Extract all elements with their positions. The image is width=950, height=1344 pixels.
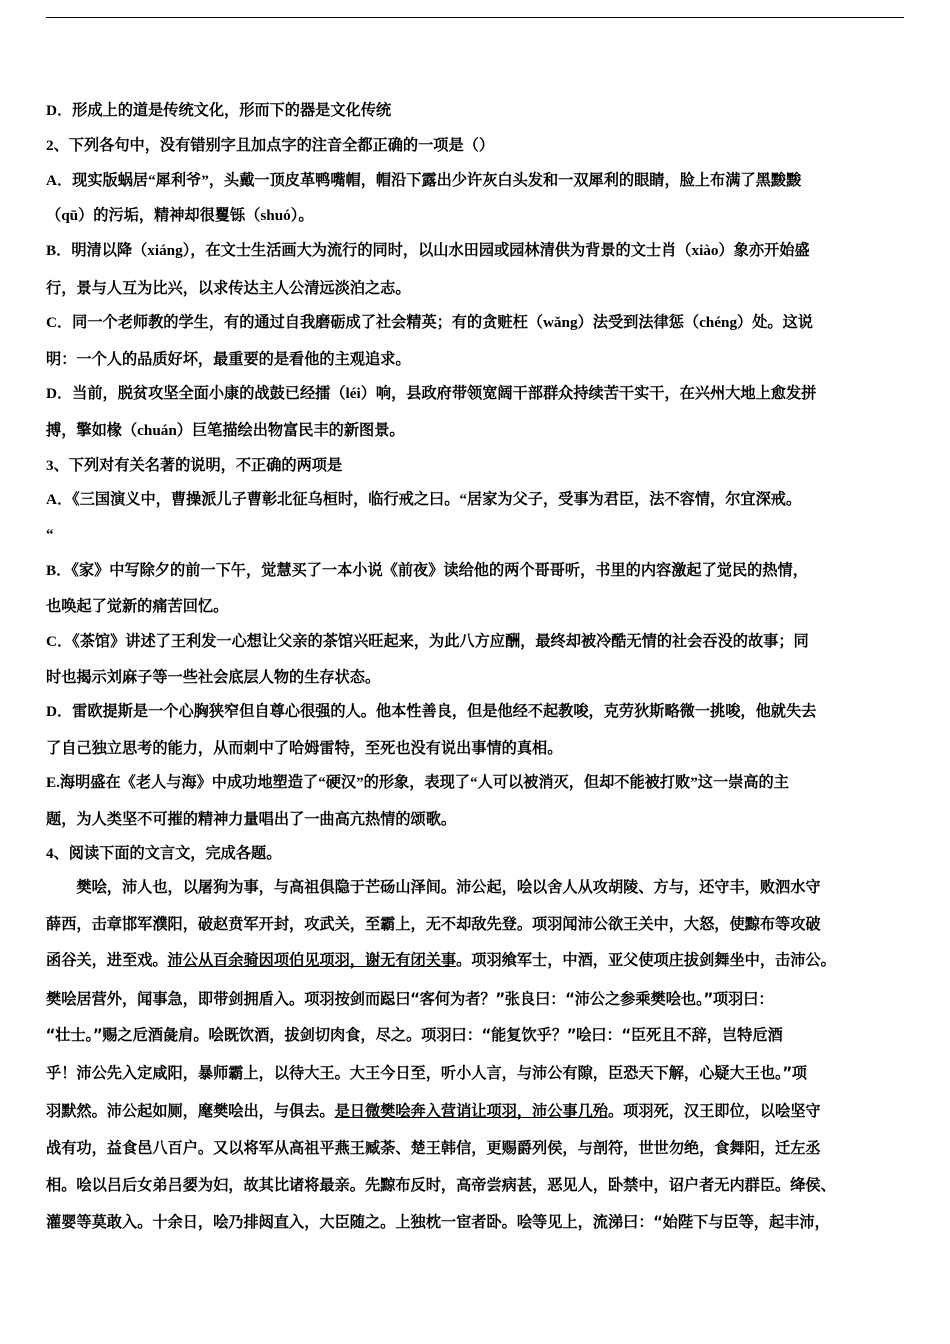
question-4-stem: 4、阅读下面的文言文，完成各题。 [46, 845, 282, 862]
classical-text-line [46, 950, 908, 970]
classical-text-line: 灌婴等莫敢入。十余日，哙乃排闼直入，大臣随之。上独枕一宦者卧。哙等见上，流涕曰：“始陛下与臣等，起丰沛， [46, 1213, 830, 1231]
question-2-stem: 2、下列各句中，没有错别字且加点字的注音全都正确的一项是（） [46, 137, 495, 154]
underlined-sentence: 沛公从百余骑因项伯见项羽，谢无有闭关事 [167, 951, 457, 969]
classical-text: 羽默然。沛公起如厕，麾樊哙出，与俱去。 [46, 1102, 335, 1120]
option-e: E.海明盛在《老人与海》中成功地塑造了“硬汉”的形象，表现了“人可以被消灭，但却不能被打败”这一崇高的主 [46, 774, 789, 791]
classical-text-line: 战有功，益食邑八百户。又以将军从高祖平燕王臧荼、楚王韩信，更赐爵列侯，与剖符，世世勿绝，食舞阳，迁左丞 [46, 1139, 821, 1157]
classical-text-line: 薛西，击章邯军濮阳，破赵贲军开封，攻武关，至霸上，无不却敌先登。项羽闻沛公欲王关中，大怒，使黥布等攻破 [46, 915, 821, 933]
classical-text: 。项羽死，汉王即位，以哙坚守 [607, 1102, 821, 1120]
classical-text: 。项羽飨军士，中酒，亚父使项庄拔剑舞坐中，击沛公。 [456, 951, 836, 969]
option-b: B．《家》中写除夕的前一下午，觉慧买了一本小说《前夜》读给他的两个哥哥听，书里的内容激起了觉民的热情， [46, 562, 808, 579]
text-line: （qū）的污垢，精神却很矍铄（shuó）。 [46, 207, 314, 224]
option-a: A．《三国演义中，曹操派儿子曹彰北征乌桓时，临行戒之曰。“居家为父子，受事为君臣，法不容情，尔宜深戒。 [46, 491, 802, 508]
text-line: 搏，擎如椽（chuán）巨笔描绘出物富民丰的新图景。 [46, 422, 405, 439]
header-rule [46, 17, 904, 18]
text-line: 时也揭示刘麻子等一些社会底层人物的生存状态。 [46, 669, 381, 686]
text-line: “ [46, 526, 54, 543]
option-d: D．雷欧提斯是一个心胸狭窄但自尊心很强的人。他本性善良，但是他经不起教唆，克劳狄斯略微一挑唆，他就失去 [46, 703, 817, 720]
text-line: 了自己独立思考的能力，从而刺中了哈姆雷特，至死也没有说出事情的真相。 [46, 740, 563, 757]
classical-text: 函谷关，进至戏。 [46, 951, 168, 969]
classical-text-line: 樊哙居营外，闻事急，即带剑拥盾入。项羽按剑而跽曰“客何为者？”张良曰：“沛公之参乘樊哙也。”项羽曰： [46, 990, 774, 1008]
underlined-sentence: 是日微樊哙奔入营诮让项羽，沛公事几殆 [334, 1102, 608, 1120]
classical-text-line: 樊哙，沛人也，以屠狗为事，与高祖俱隐于芒砀山泽间。沛公起，哙以舍人从攻胡陵、方与，还守丰，败泗水守 [46, 878, 821, 896]
text-line: 也唤起了觉新的痛苦回忆。 [46, 598, 229, 615]
option-a: A．现实版蜗居“犀利爷”，头戴一顶皮革鸭嘴帽，帽沿下露出少许灰白头发和一双犀利的眼睛，脸上布满了黑黢黢 [46, 172, 802, 189]
classical-text-line [46, 1101, 908, 1121]
classical-text-line: 乎！沛公先入定咸阳，暴师霸上，以待大王。大王今日至，听小人言，与沛公有隙，臣恐天下解，心疑大王也。”项 [46, 1064, 807, 1082]
question-3-stem: 3、下列对有关名著的说明，不正确的两项是 [46, 457, 343, 474]
option-c: C．《茶馆》讲述了王利发一心想让父亲的茶馆兴旺起来，为此八方应酬，最终却被冷酷无情的社会吞没的故事；同 [46, 633, 809, 650]
text-line: 题，为人类坚不可摧的精神力量唱出了一曲高亢热情的颂歌。 [46, 811, 457, 828]
classical-text-line: 相。哙以吕后女弟吕媭为妇，故其比诸将最亲。先黥布反时，高帝尝病甚，恶见人，卧禁中，诏户者无内群臣。绛侯、 [46, 1176, 836, 1194]
option-b: B．明清以降（xiáng），在文士生活画大为流行的同时，以山水田园或园林清供为背景的文士肖（xiào）象亦开始盛 [46, 242, 810, 259]
option-d: D．当前，脱贫攻坚全面小康的战鼓已经擂（léi）响，县政府带领宽阔干部群众持续苦干实干，在兴州大地上愈发拼 [46, 385, 817, 402]
text-line: D．形成上的道是传统文化，形而下的器是文化传统 [46, 102, 392, 119]
text-line: 明：一个人的品质好坏，最重要的是看他的主观追求。 [46, 351, 411, 368]
option-c: C．同一个老师教的学生，有的通过自我磨砺成了社会精英；有的贪赃枉（wǎng）法受到法律惩（chéng）处。这说 [46, 314, 813, 331]
classical-text-line: “壮士。”赐之卮酒彘肩。哙既饮酒，拔剑切肉食，尽之。项羽曰：“能复饮乎？”哙曰：“臣死且不辞，岂特卮酒 [46, 1026, 783, 1044]
text-line: 行，景与人互为比兴，以求传达主人公清远淡泊之志。 [46, 280, 411, 297]
